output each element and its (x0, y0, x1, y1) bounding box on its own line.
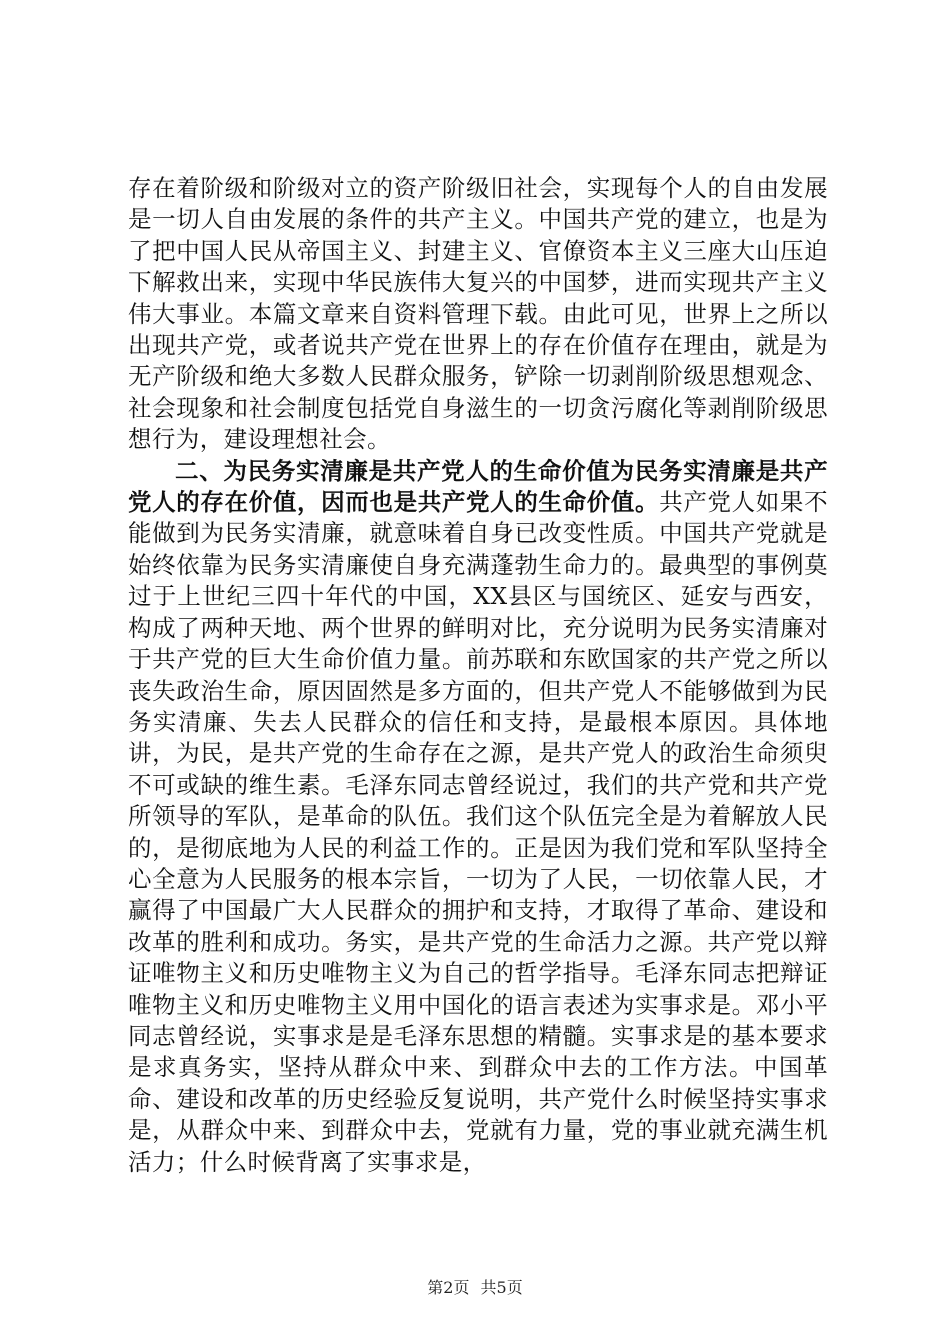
paragraph-1: 存在着阶级和阶级对立的资产阶级旧社会，实现每个人的自由发展是一切人自由发展的条件的共产主义。中国共产党的建立，也是为了把中国人民从帝国主义、封建主义、官僚资本主义三座大山压迫下解救出来，实现中华民族伟大复兴的中国梦，进而实现共产主义伟大事业。本篇文章来自资料管理下载。由此可见，世界上之所以出现共产党，或者说共产党在世界上的存在价值存在理由，就是为无产阶级和绝大多数人民群众服务，铲除一切剥削阶级思想观念、社会现象和社会制度包括党自身滋生的一切贪污腐化等剥削阶级思想行为，建设理想社会。 (128, 174, 828, 454)
paragraph-2 (128, 456, 828, 1178)
page-total: 共5页 (480, 1278, 523, 1297)
section-heading: 二、为民务实清廉是共产党人的生命价值为民务实清廉是共产党人的存在价值，因而也是共产党人的生命价值。 (128, 456, 828, 517)
page-number: 第2页 (427, 1278, 470, 1297)
page-footer (0, 1275, 950, 1298)
document-body (128, 173, 828, 1178)
paragraph-2-body: 共产党人如果不能做到为民务实清廉，就意味着自身已改变性质。中国共产党就是始终依靠为民务实清廉使自身充满蓬勃生命力的。最典型的事例莫过于上世纪三四十年代的中国，XX县区与国统区、延安与西安，构成了两种天地、两个世界的鲜明对比，充分说明为民务实清廉对于共产党的巨大生命价值力量。前苏联和东欧国家的共产党之所以丧失政治生命，原因固然是多方面的，但共产党人不能够做到为民务实清廉、失去人民群众的信任和支持，是最根本原因。具体地讲，为民，是共产党的生命存在之源，是共产党人的政治生命须臾不可或缺的维生素。毛泽东同志曾经说过，我们的共产党和共产党所领导的军队，是革命的队伍。我们这个队伍完全是为着解放人民的，是彻底地为人民的利益工作的。正是因为我们党和军队坚持全心全意为人民服务的根本宗旨，一切为了人民，一切依靠人民，才赢得了中国最广大人民群众的拥护和支持，才取得了革命、建设和改革的胜利和成功。务实，是共产党的生命活力之源。共产党以辩证唯物主义和历史唯物主义为自己的哲学指导。毛泽东同志把辩证唯物主义和历史唯物主义用中国化的语言表述为实事求是。邓小平同志曾经说，实事求是是毛泽东思想的精髓。实事求是的基本要求是求真务实，坚持从群众中来、到群众中去的工作方法。中国革命、建设和改革的历史经验反复说明，共产党什么时候坚持实事求是，从群众中来、到群众中去，党就有力量，党的事业就充满生机活力；什么时候背离了实事求是， (128, 488, 828, 1176)
